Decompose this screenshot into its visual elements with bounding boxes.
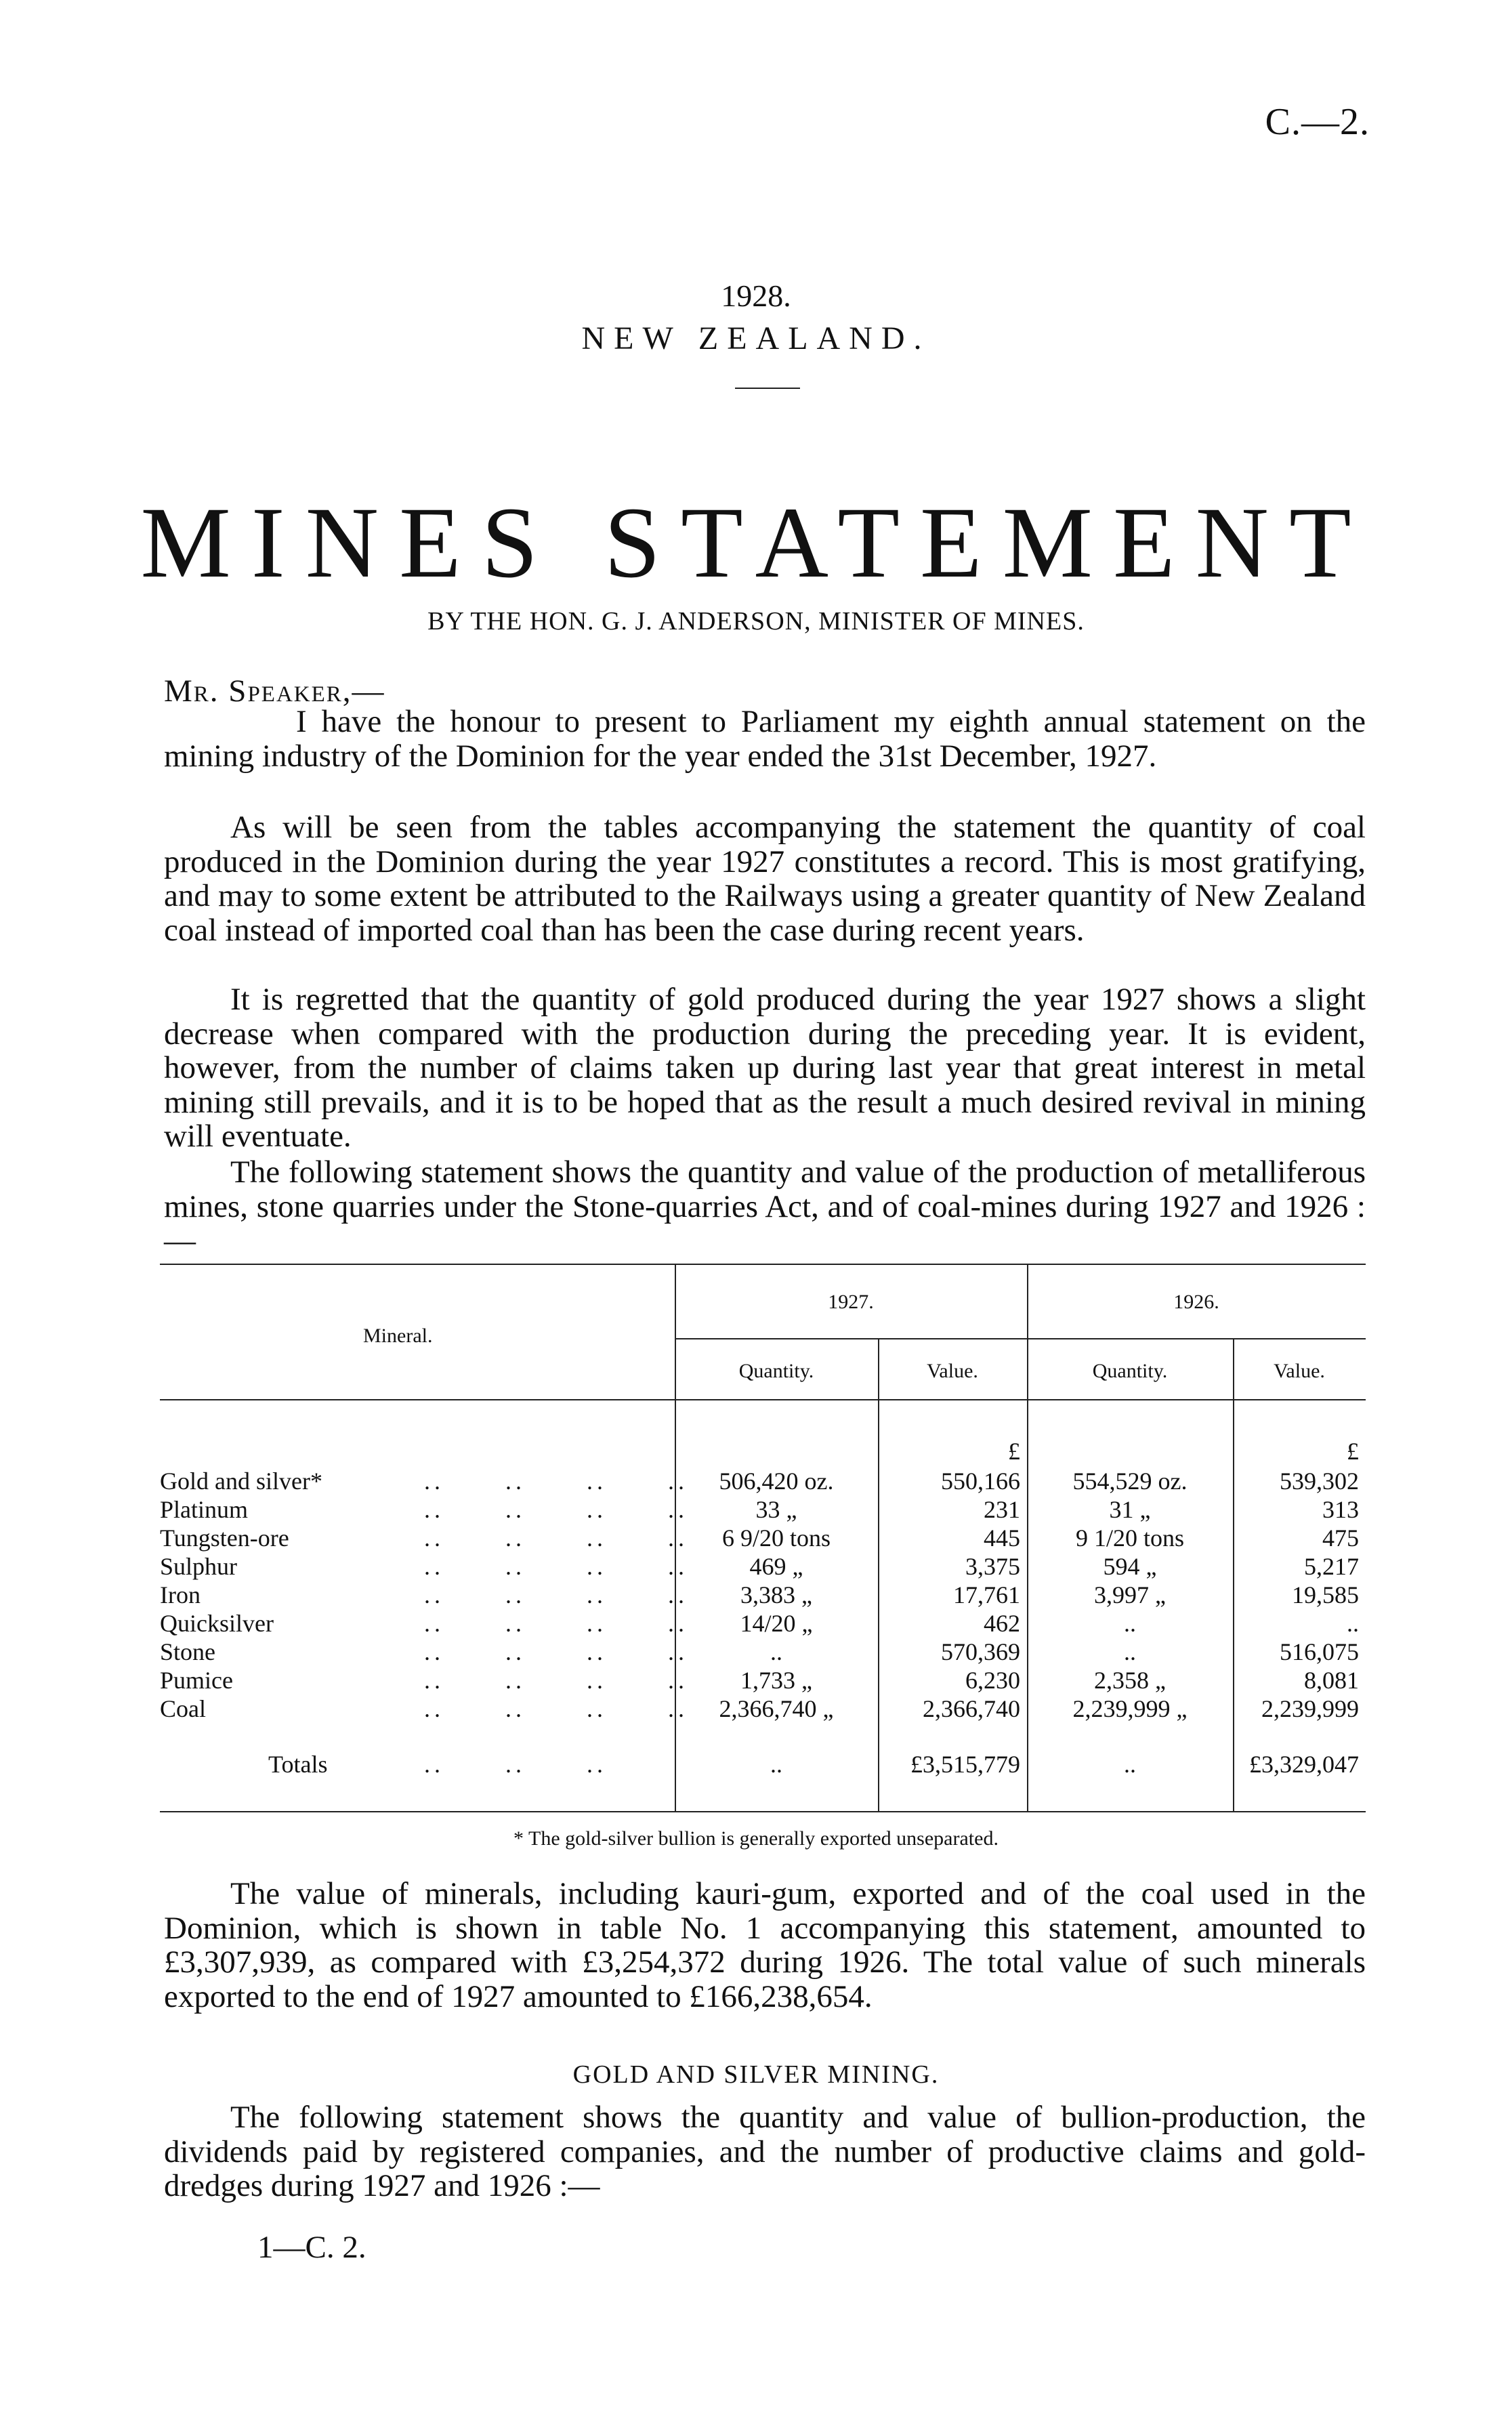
page-title: MINES STATEMENT [140, 486, 1372, 599]
quantity-1927: 14/20 „ [740, 1610, 813, 1637]
quantity-1926: 31 „ [1109, 1496, 1151, 1523]
leader-dots: .. .. .. .. [424, 1496, 688, 1523]
quantity-1927: 33 „ [755, 1496, 797, 1523]
mineral-name: Quicksilver [160, 1610, 274, 1637]
quantity-1927: 6 9/20 tons [721, 1524, 831, 1552]
quantity-1926: 9 1/20 tons [1075, 1524, 1184, 1552]
value-1926: 2,239,999 [1261, 1695, 1359, 1722]
leader-dots: .. .. .. .. [424, 1667, 688, 1694]
quantity-1927: 1,733 „ [740, 1667, 812, 1694]
page-reference: C.—2. [1265, 101, 1370, 143]
mineral-name: Stone [160, 1638, 216, 1665]
mineral-name: Iron [160, 1581, 201, 1608]
value-1927: 550,166 [941, 1468, 1020, 1495]
totals-label: Totals [268, 1751, 328, 1778]
currency-sign: £ [1008, 1438, 1020, 1465]
value-1926: 313 [1322, 1496, 1359, 1523]
value-1926: 539,302 [1280, 1468, 1359, 1495]
header-year-1926: 1926. [1173, 1291, 1219, 1313]
quantity-1926: 554,529 oz. [1072, 1468, 1188, 1495]
totals-quantity-1926: .. [1124, 1751, 1136, 1778]
quantity-1926: .. [1124, 1610, 1136, 1637]
currency-sign: £ [1347, 1438, 1359, 1465]
value-1926: 516,075 [1280, 1638, 1359, 1665]
value-1927: 2,366,740 [923, 1695, 1020, 1722]
mineral-name: Platinum [160, 1496, 249, 1523]
header-quantity-1926: Quantity. [1092, 1360, 1168, 1382]
leader-dots: .. .. .. .. [424, 1695, 688, 1722]
value-1927: 6,230 [965, 1667, 1020, 1694]
value-1927: 231 [984, 1496, 1020, 1523]
quantity-1927: 3,383 „ [740, 1581, 812, 1608]
paragraph-intro: I have the honour to present to Parliament my eighth annual statement on the mining industry of the Dominion for the year ended the 31st December, 1927. [164, 704, 1366, 774]
paragraph-table-intro: The following statement shows the quantity and value of the production of metalliferous mines, stone quarries under the Stone-quarries Act, and of coal-mines during 1927 and 1926 :— [164, 1155, 1366, 1258]
quantity-1926: 594 „ [1103, 1553, 1157, 1580]
production-table [160, 1264, 1366, 1812]
quantity-1926: 2,239,999 „ [1072, 1695, 1188, 1722]
mineral-name: Gold and silver* [160, 1468, 322, 1495]
table-top-rule [160, 1264, 1366, 1265]
value-1926: .. [1347, 1610, 1359, 1637]
quantity-1927: 506,420 oz. [719, 1468, 834, 1495]
leader-dots: .. .. .. .. [424, 1524, 688, 1552]
quantity-1926: .. [1124, 1638, 1136, 1665]
mineral-name: Tungsten-ore [160, 1524, 289, 1552]
leader-dots: .. .. .. .. [424, 1581, 688, 1608]
year-header-rule [675, 1338, 1366, 1339]
value-1927: 17,761 [953, 1581, 1020, 1608]
value-1926: 475 [1322, 1524, 1359, 1552]
paragraph-gold: It is regretted that the quantity of gold produced during the year 1927 shows a slight decrease when compared with the production during the preceding year. It is evident, however, from the number of claims taken up during last year that great interest in metal mining still prevails, and it is to be hoped that as the result a much desired revival in mining will eventuate. [164, 982, 1366, 1154]
quantity-1926: 2,358 „ [1094, 1667, 1166, 1694]
header-value-1926: Value. [1274, 1360, 1325, 1382]
paragraph-bullion-intro: The following statement shows the quantity and value of bullion-production, the dividends paid by registered companies, and the number of productive claims and gold-dredges during 1927 and 1926 :— [164, 2100, 1366, 2203]
header-value-1927: Value. [927, 1360, 978, 1382]
paragraph-coal: As will be seen from the tables accompanying the statement the quantity of coal produced in the Dominion during the year 1927 constitutes a record. This is most gratifying, and may to some extent be attributed to the Railways using a greater quantity of New Zealand coal instead of imported coal than has been the case during recent years. [164, 810, 1366, 948]
leader-dots: .. .. .. .. [424, 1610, 688, 1637]
byline: BY THE HON. G. J. ANDERSON, MINISTER OF MINES. [427, 607, 1085, 636]
heading-rule [735, 388, 800, 389]
quantity-1926: 3,997 „ [1094, 1581, 1166, 1608]
totals-quantity-1927: .. [770, 1751, 782, 1778]
mineral-name: Sulphur [160, 1553, 238, 1580]
page-signature: 1—C. 2. [257, 2230, 366, 2265]
header-quantity-1927: Quantity. [738, 1360, 814, 1382]
table-footnote: * The gold-silver bullion is generally exported unseparated. [513, 1827, 999, 1850]
paragraph-export-value: The value of minerals, including kauri-gum, exported and of the coal used in the Dominion, which is shown in table No. 1 accompanying this statement, amounted to £3,307,939, as compared with £3,254,372 during 1926. The total value of such minerals exported to the end of 1927 amounted to £166,238,654. [164, 1876, 1366, 2014]
quantity-1927: .. [770, 1638, 782, 1665]
salutation: Mr. Speaker,— [164, 673, 385, 709]
quantity-1927: 469 „ [749, 1553, 803, 1580]
mineral-name: Pumice [160, 1667, 233, 1694]
section-heading: GOLD AND SILVER MINING. [572, 2060, 940, 2089]
document-year: 1928. [721, 278, 791, 313]
header-year-1927: 1927. [828, 1291, 874, 1313]
value-1926: 19,585 [1292, 1581, 1359, 1608]
value-1927: 462 [984, 1610, 1020, 1637]
header-mineral: Mineral. [363, 1325, 433, 1347]
mineral-name: Coal [160, 1695, 206, 1722]
leader-dots: .. .. .. .. [424, 1638, 688, 1665]
country-heading: NEW ZEALAND. [581, 320, 931, 356]
totals-value-1927: £3,515,779 [910, 1751, 1020, 1778]
totals-value-1926: £3,329,047 [1249, 1751, 1359, 1778]
quantity-1927: 2,366,740 „ [719, 1695, 834, 1722]
value-1927: 3,375 [965, 1553, 1020, 1580]
leader-dots: .. .. .. .. [424, 1468, 688, 1495]
value-1926: 8,081 [1304, 1667, 1359, 1694]
value-1927: 570,369 [941, 1638, 1020, 1665]
table-bottom-rule [160, 1811, 1366, 1812]
value-1926: 5,217 [1304, 1553, 1359, 1580]
header-bottom-rule [160, 1399, 1366, 1400]
value-1927: 445 [984, 1524, 1020, 1552]
leader-dots: .. .. .. .. [424, 1553, 688, 1580]
leader-dots: .. .. .. [424, 1751, 607, 1778]
